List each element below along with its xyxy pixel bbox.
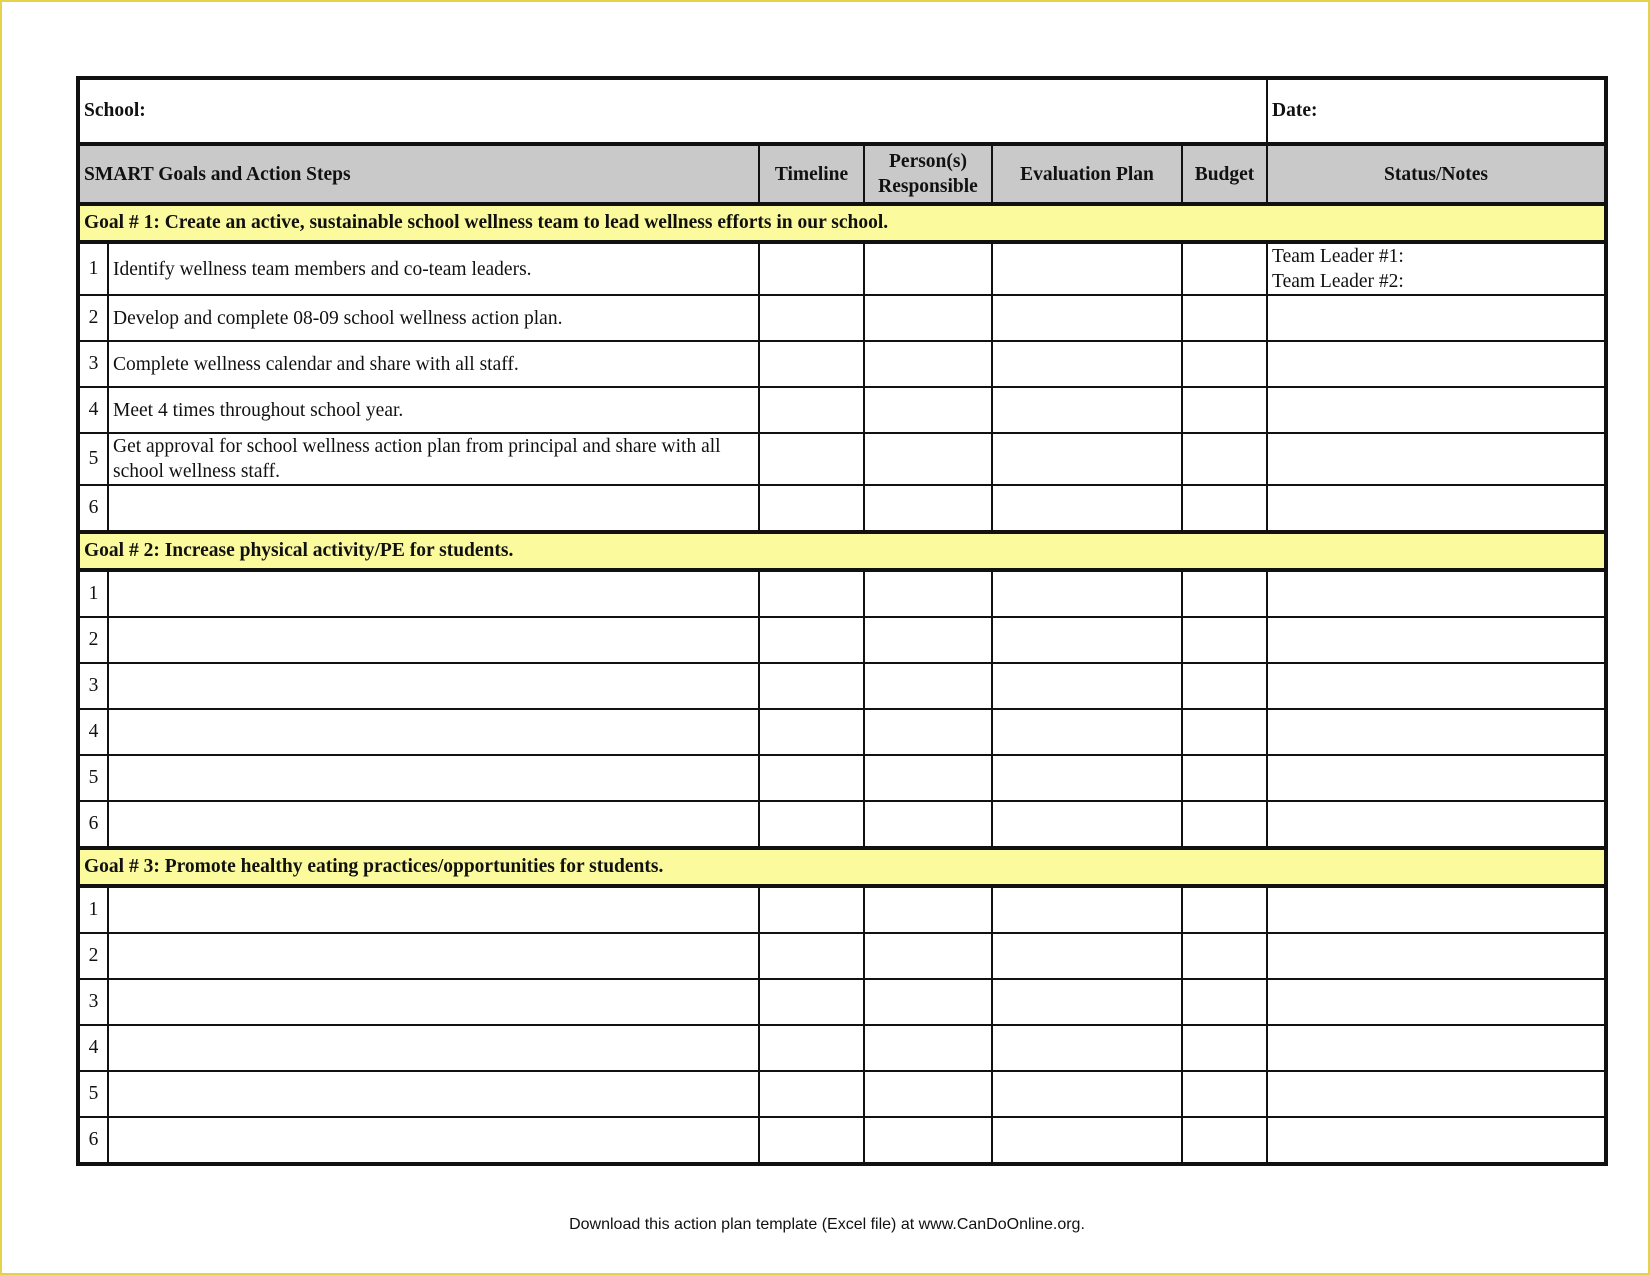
- status-cell[interactable]: [1267, 1117, 1606, 1164]
- step-description[interactable]: Get approval for school wellness action plan from principal and share with all school wellness staff.: [108, 433, 759, 485]
- step-description[interactable]: [108, 1025, 759, 1071]
- persons-cell[interactable]: [864, 755, 992, 801]
- step-row: [78, 433, 1606, 485]
- step-row: [78, 755, 1606, 801]
- budget-cell[interactable]: [1182, 1025, 1267, 1071]
- persons-cell[interactable]: [864, 570, 992, 617]
- budget-cell[interactable]: [1182, 485, 1267, 532]
- status-cell[interactable]: [1267, 242, 1606, 295]
- action-plan-table: [76, 76, 1608, 1166]
- step-row: [78, 663, 1606, 709]
- goal-row: [78, 532, 1606, 570]
- persons-cell[interactable]: [864, 341, 992, 387]
- budget-cell[interactable]: [1182, 570, 1267, 617]
- evaluation-cell[interactable]: [992, 1117, 1182, 1164]
- step-row: [78, 387, 1606, 433]
- evaluation-cell[interactable]: [992, 433, 1182, 485]
- step-row: [78, 801, 1606, 848]
- persons-cell[interactable]: [864, 617, 992, 663]
- column-header-row: [78, 144, 1606, 204]
- timeline-cell[interactable]: [759, 801, 864, 848]
- budget-cell[interactable]: [1182, 663, 1267, 709]
- header-persons-responsible: [864, 144, 992, 204]
- step-description[interactable]: [108, 933, 759, 979]
- goal-row: [78, 848, 1606, 886]
- step-description[interactable]: Develop and complete 08-09 school wellness action plan.: [108, 295, 759, 341]
- timeline-cell[interactable]: [759, 979, 864, 1025]
- budget-cell[interactable]: [1182, 933, 1267, 979]
- status-cell[interactable]: [1267, 387, 1606, 433]
- step-description[interactable]: [108, 485, 759, 532]
- header-persons-line2: Responsible: [878, 176, 978, 197]
- step-row: [78, 1025, 1606, 1071]
- evaluation-cell[interactable]: [992, 933, 1182, 979]
- evaluation-cell[interactable]: [992, 979, 1182, 1025]
- step-description[interactable]: [108, 979, 759, 1025]
- budget-cell[interactable]: [1182, 295, 1267, 341]
- step-number: 4: [78, 709, 108, 755]
- status-cell[interactable]: [1267, 663, 1606, 709]
- persons-cell[interactable]: [864, 433, 992, 485]
- step-number: 3: [78, 341, 108, 387]
- status-cell[interactable]: [1267, 801, 1606, 848]
- header-timeline: Timeline: [759, 144, 864, 204]
- goal-row: [78, 204, 1606, 242]
- step-row: [78, 1117, 1606, 1164]
- step-row: [78, 709, 1606, 755]
- persons-cell[interactable]: [864, 1071, 992, 1117]
- school-field[interactable]: [78, 78, 1267, 144]
- step-description[interactable]: [108, 617, 759, 663]
- evaluation-cell[interactable]: [992, 242, 1182, 295]
- status-cell[interactable]: [1267, 979, 1606, 1025]
- step-description[interactable]: [108, 570, 759, 617]
- step-number: 6: [78, 1117, 108, 1164]
- step-number: 5: [78, 433, 108, 485]
- persons-cell[interactable]: [864, 1117, 992, 1164]
- timeline-cell[interactable]: [759, 1025, 864, 1071]
- persons-cell[interactable]: [864, 933, 992, 979]
- step-row: [78, 570, 1606, 617]
- evaluation-cell[interactable]: [992, 295, 1182, 341]
- footer-download-note: Download this action plan template (Excel file) at www.CanDoOnline.org.: [569, 1216, 1085, 1233]
- evaluation-cell[interactable]: [992, 801, 1182, 848]
- header-persons-line1: Person(s): [889, 151, 967, 172]
- date-field[interactable]: [1267, 78, 1606, 144]
- status-cell[interactable]: [1267, 1071, 1606, 1117]
- header-evaluation-plan: Evaluation Plan: [992, 144, 1182, 204]
- header-budget: Budget: [1182, 144, 1267, 204]
- team-leader-2-label: Team Leader #2:: [1272, 271, 1404, 292]
- timeline-cell[interactable]: [759, 387, 864, 433]
- status-cell[interactable]: [1267, 341, 1606, 387]
- budget-cell[interactable]: [1182, 755, 1267, 801]
- budget-cell[interactable]: [1182, 341, 1267, 387]
- step-row: [78, 617, 1606, 663]
- step-number: 4: [78, 387, 108, 433]
- persons-cell[interactable]: [864, 709, 992, 755]
- budget-cell[interactable]: [1182, 979, 1267, 1025]
- status-cell[interactable]: [1267, 755, 1606, 801]
- step-row: [78, 485, 1606, 532]
- budget-cell[interactable]: [1182, 1071, 1267, 1117]
- timeline-cell[interactable]: [759, 570, 864, 617]
- timeline-cell[interactable]: [759, 709, 864, 755]
- persons-cell[interactable]: [864, 886, 992, 933]
- evaluation-cell[interactable]: [992, 886, 1182, 933]
- status-cell[interactable]: [1267, 295, 1606, 341]
- step-row: [78, 295, 1606, 341]
- budget-cell[interactable]: [1182, 387, 1267, 433]
- school-date-row: [78, 78, 1606, 144]
- evaluation-cell[interactable]: [992, 485, 1182, 532]
- persons-cell[interactable]: [864, 979, 992, 1025]
- step-row: [78, 242, 1606, 295]
- timeline-cell[interactable]: [759, 663, 864, 709]
- status-cell[interactable]: [1267, 886, 1606, 933]
- goal-title: Goal # 1: Create an active, sustainable school wellness team to lead wellness efforts in our school.: [78, 204, 1606, 242]
- step-description[interactable]: Identify wellness team members and co-team leaders.: [108, 242, 759, 295]
- timeline-cell[interactable]: [759, 755, 864, 801]
- persons-cell[interactable]: [864, 387, 992, 433]
- step-number: 1: [78, 570, 108, 617]
- status-cell[interactable]: [1267, 570, 1606, 617]
- step-description[interactable]: [108, 886, 759, 933]
- team-leader-1-label: Team Leader #1:: [1272, 246, 1404, 267]
- evaluation-cell[interactable]: [992, 709, 1182, 755]
- step-number: 2: [78, 933, 108, 979]
- timeline-cell[interactable]: [759, 433, 864, 485]
- evaluation-cell[interactable]: [992, 387, 1182, 433]
- step-description[interactable]: Meet 4 times throughout school year.: [108, 387, 759, 433]
- persons-cell[interactable]: [864, 663, 992, 709]
- step-number: 1: [78, 242, 108, 295]
- timeline-cell[interactable]: [759, 886, 864, 933]
- school-label: School:: [84, 100, 146, 121]
- header-goals: SMART Goals and Action Steps: [78, 144, 759, 204]
- timeline-cell[interactable]: [759, 1071, 864, 1117]
- timeline-cell[interactable]: [759, 485, 864, 532]
- evaluation-cell[interactable]: [992, 341, 1182, 387]
- step-description[interactable]: [108, 755, 759, 801]
- budget-cell[interactable]: [1182, 886, 1267, 933]
- persons-cell[interactable]: [864, 801, 992, 848]
- goal-title: Goal # 3: Promote healthy eating practices/opportunities for students.: [78, 848, 1606, 886]
- step-row: [78, 1071, 1606, 1117]
- timeline-cell[interactable]: [759, 617, 864, 663]
- header-status-notes: Status/Notes: [1267, 144, 1606, 204]
- step-number: 5: [78, 755, 108, 801]
- evaluation-cell[interactable]: [992, 570, 1182, 617]
- persons-cell[interactable]: [864, 242, 992, 295]
- step-number: 6: [78, 485, 108, 532]
- budget-cell[interactable]: [1182, 617, 1267, 663]
- persons-cell[interactable]: [864, 485, 992, 532]
- step-description[interactable]: Complete wellness calendar and share with all staff.: [108, 341, 759, 387]
- budget-cell[interactable]: [1182, 433, 1267, 485]
- step-number: 2: [78, 295, 108, 341]
- evaluation-cell[interactable]: [992, 663, 1182, 709]
- evaluation-cell[interactable]: [992, 1071, 1182, 1117]
- step-description[interactable]: [108, 663, 759, 709]
- step-description[interactable]: [108, 1117, 759, 1164]
- step-description[interactable]: [108, 709, 759, 755]
- budget-cell[interactable]: [1182, 709, 1267, 755]
- persons-cell[interactable]: [864, 295, 992, 341]
- date-label: Date:: [1272, 100, 1318, 121]
- budget-cell[interactable]: [1182, 242, 1267, 295]
- step-description[interactable]: [108, 801, 759, 848]
- status-cell[interactable]: [1267, 433, 1606, 485]
- timeline-cell[interactable]: [759, 295, 864, 341]
- timeline-cell[interactable]: [759, 341, 864, 387]
- step-description[interactable]: [108, 1071, 759, 1117]
- goal-title: Goal # 2: Increase physical activity/PE for students.: [78, 532, 1606, 570]
- step-number: 3: [78, 979, 108, 1025]
- status-cell[interactable]: [1267, 1025, 1606, 1071]
- timeline-cell[interactable]: [759, 242, 864, 295]
- step-number: 5: [78, 1071, 108, 1117]
- step-number: 4: [78, 1025, 108, 1071]
- step-number: 3: [78, 663, 108, 709]
- step-row: [78, 341, 1606, 387]
- evaluation-cell[interactable]: [992, 755, 1182, 801]
- step-row: [78, 933, 1606, 979]
- step-number: 2: [78, 617, 108, 663]
- step-number: 6: [78, 801, 108, 848]
- budget-cell[interactable]: [1182, 801, 1267, 848]
- step-number: 1: [78, 886, 108, 933]
- step-row: [78, 886, 1606, 933]
- evaluation-cell[interactable]: [992, 1025, 1182, 1071]
- persons-cell[interactable]: [864, 1025, 992, 1071]
- status-cell[interactable]: [1267, 709, 1606, 755]
- budget-cell[interactable]: [1182, 1117, 1267, 1164]
- status-cell[interactable]: [1267, 933, 1606, 979]
- status-cell[interactable]: [1267, 485, 1606, 532]
- evaluation-cell[interactable]: [992, 617, 1182, 663]
- timeline-cell[interactable]: [759, 1117, 864, 1164]
- status-cell[interactable]: [1267, 617, 1606, 663]
- step-row: [78, 979, 1606, 1025]
- timeline-cell[interactable]: [759, 933, 864, 979]
